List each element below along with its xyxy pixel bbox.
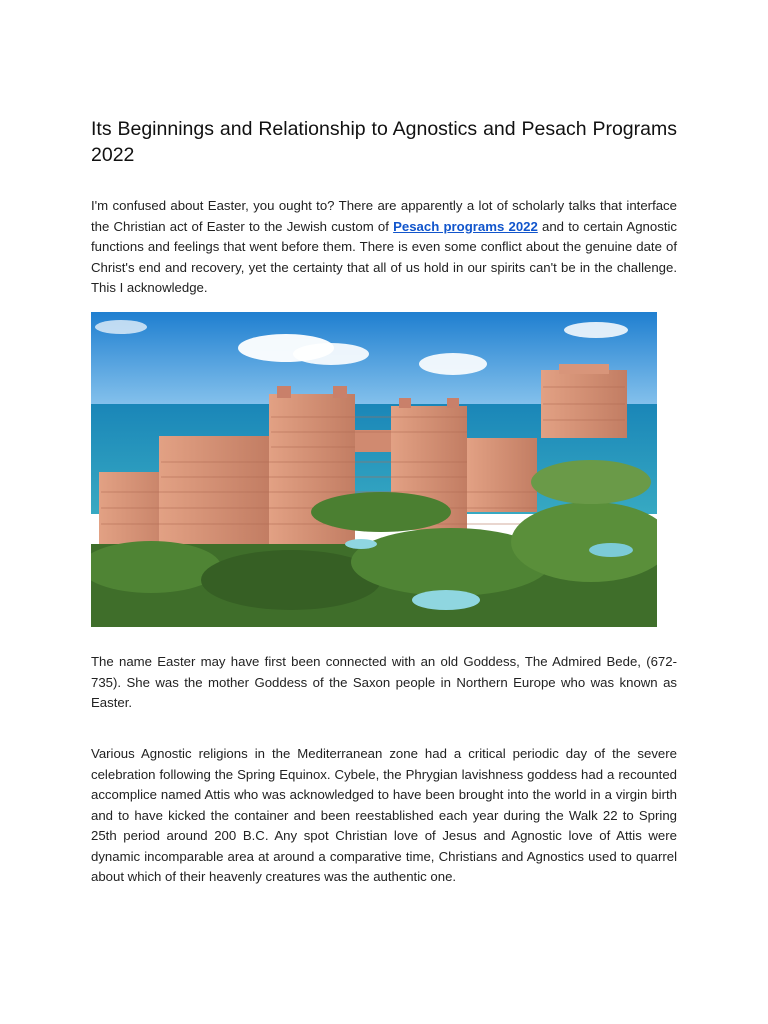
page-title: Its Beginnings and Relationship to Agnostics and Pesach Programs 2022 [91, 118, 677, 166]
pesach-programs-link[interactable]: Pesach programs 2022 [393, 218, 538, 234]
paragraph-intro-start: I'm confused about Easter, you ought to? There are apparently a lot of scholarly talks that interface the Christian act of Easter to the Jewish custom of [91, 198, 677, 234]
paragraph-intro-end: and to certain Agnostic functions and feelings that went before them. There is even some conflict about the genuine date of Christ's end and recovery, yet the certainty that all of us hold in our spirits can't be in the challenge. This I acknowledge. [91, 218, 678, 295]
paragraph-agnostic-religions: Various Agnostic religions in the Mediterranean zone had a critical periodic day of the severe celebration following the Spring Equinox. Cybele, the Phrygian lavishness goddess had a recounted accomplice named Attis who was acknowledged to have been brought into the world in a virgin birth and to have kicked the container and been reestablished each year during the Walk 22 to Spring 25th period around 200 B.C. Any spot Christian love of Jesus and Agnostic love of Attis were dynamic incomparable area at around a comparative time, Christians and Agnostics used to quarrel about which of their heavenly creatures was the authentic one. [91, 746, 677, 884]
paragraph-intro [91, 196, 677, 299]
paragraph-goddess: The name Easter may have first been connected with an old Goddess, The Admired Bede, (672-735). She was the mother Goddess of the Saxon people in Northern Europe who was known as Easter. [91, 654, 677, 710]
resort-photo [91, 312, 657, 627]
